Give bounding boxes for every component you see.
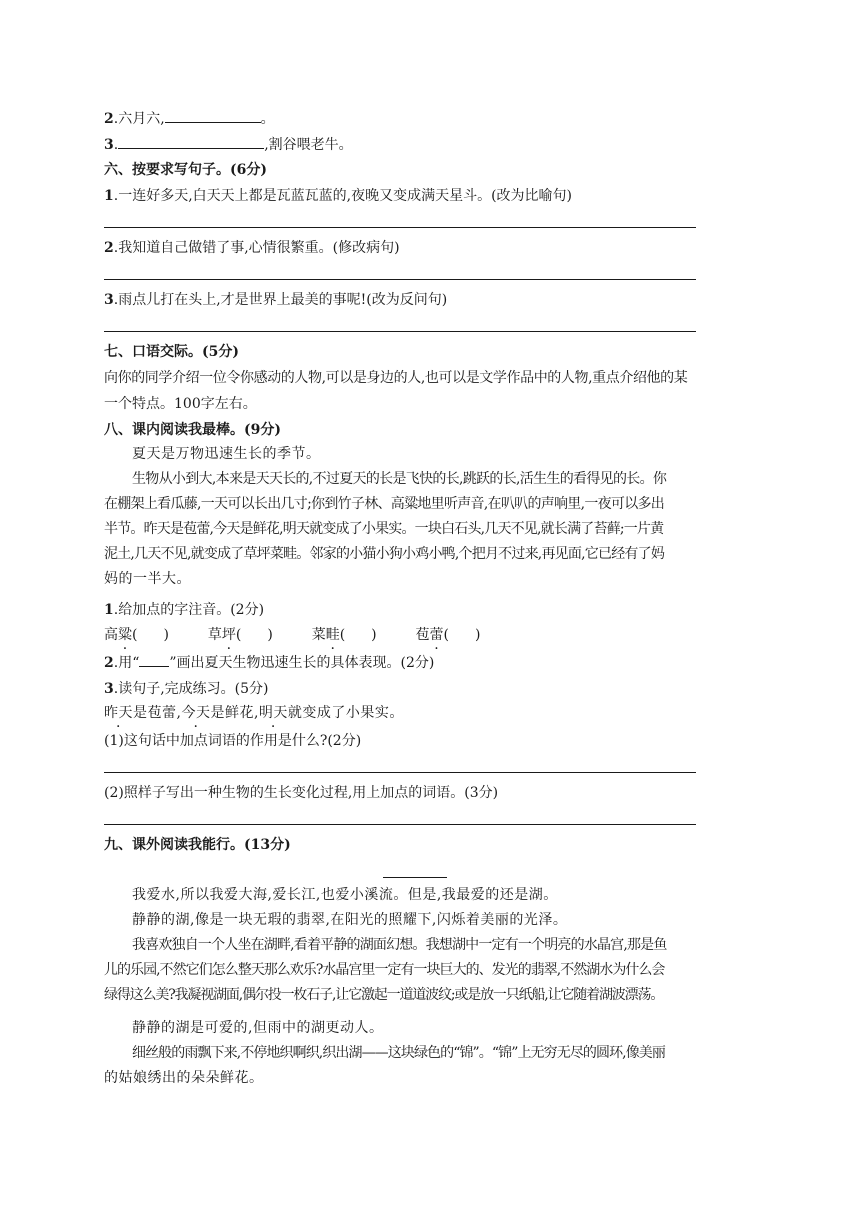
word-item: 草坪( ): [207, 627, 273, 643]
example-sentence: 昨天是苞蕾,今天是鲜花,明天就变成了小果实。: [104, 705, 404, 721]
section-9-heading: 九、课外阅读我能行。(13分): [104, 837, 291, 853]
word-item: 高粱( ): [104, 627, 169, 643]
word-item: 菜畦( ): [311, 627, 377, 643]
passage-line: 妈的一半大。: [104, 571, 191, 587]
prompt-text: 向你的同学介绍一位令你感动的人物,可以是身边的人,也可以是文学作品中的人物,重点介绍他的某: [104, 370, 688, 386]
dotted-word: 昨天: [104, 705, 133, 721]
dotted-word: 今天: [181, 705, 211, 721]
title-blank[interactable]: [383, 877, 447, 878]
question-item: 1.一连好多天,白天天上都是瓦蓝瓦蓝的,夜晚又变成满天星斗。(改为比喻句): [104, 188, 573, 204]
fill-item-2: 2.六月六, 。: [104, 108, 275, 129]
passage-line: 生物从小到大,本来是天天长的,不过夏天的长是飞快的长,跳跃的长,活生生的看得见的长。你: [132, 471, 667, 487]
prompt-text: 一个特点。100字左右。: [104, 396, 257, 412]
passage-line: 我喜欢独自一个人坐在湖畔,看着平静的湖面幻想。我想湖中一定有一个明亮的水晶宫,那是鱼: [132, 937, 667, 953]
word-item: 苞蕾( ): [415, 627, 481, 643]
passage-line: 静静的湖是可爱的,但雨中的湖更动人。: [132, 1020, 384, 1036]
section-8-heading: 八、课内阅读我最棒。(9分): [104, 422, 281, 438]
answer-line[interactable]: [104, 824, 696, 825]
question-item: 2.用“ ”画出夏天生物迅速生长的具体表现。(2分): [104, 655, 435, 671]
passage-line: 细丝般的雨飘下来,不停地织啊织,织出湖——这块绿色的“锦”。“锦”上无穷无尽的圆环,像美丽: [132, 1045, 665, 1061]
underline-sample: [139, 654, 169, 667]
section-6-heading: 六、按要求写句子。(6分): [104, 162, 267, 178]
fill-item-3: 3. ,割谷喂老牛。: [104, 134, 353, 155]
question-item: 3.读句子,完成练习。(5分): [104, 681, 269, 697]
passage-line: 泥土,几天不见,就变成了草坪菜畦。邻家的小猫小狗小鸡小鸭,个把月不过来,再见面,它已经有了妈: [104, 546, 665, 562]
passage-line: 静静的湖,像是一块无瑕的翡翠,在阳光的照耀下,闪烁着美丽的光泽。: [132, 912, 568, 928]
answer-blank[interactable]: [118, 134, 264, 149]
section-7-heading: 七、口语交际。(5分): [104, 344, 239, 360]
answer-line[interactable]: [104, 772, 696, 773]
answer-blank[interactable]: [165, 108, 261, 123]
sub-question: (1)这句话中加点词语的作用是什么?(2分): [104, 733, 362, 749]
question-item: 1.给加点的字注音。(2分): [104, 602, 265, 618]
pinyin-row: [104, 625, 480, 645]
sub-question: (2)照样子写出一种生物的生长变化过程,用上加点的词语。(3分): [104, 785, 499, 801]
dotted-word: 明天: [258, 705, 288, 721]
passage-line: 我爱水,所以我爱大海,爱长江,也爱小溪流。但是,我最爱的还是湖。: [132, 887, 558, 903]
passage-line: 儿的乐园,不然它们怎么整天那么欢乐?水晶宫里一定有一块巨大的、发光的翡翠,不然湖水为什么会: [104, 962, 665, 978]
question-item: 3.雨点儿打在头上,才是世界上最美的事呢!(改为反问句): [104, 292, 448, 308]
answer-line[interactable]: [104, 331, 696, 332]
answer-line[interactable]: [104, 279, 696, 280]
passage-line: 绿得这么美?我凝视湖面,偶尔投一枚石子,让它激起一道道波纹;或是放一只纸船,让它随着湖波漂荡。: [104, 987, 664, 1003]
passage-line: 的姑娘绣出的朵朵鲜花。: [104, 1070, 264, 1086]
passage-line: 夏天是万物迅速生长的季节。: [132, 446, 321, 462]
passage-line: 半节。昨天是苞蕾,今天是鲜花,明天就变成了小果实。一块白石头,几天不见,就长满了苔藓;一片黄: [104, 521, 664, 537]
answer-line[interactable]: [104, 227, 696, 228]
question-item: 2.我知道自己做错了事,心情很繁重。(修改病句): [104, 240, 400, 256]
passage-line: 在棚架上看瓜藤,一天可以长出几寸;你到竹子林、高粱地里听声音,在叭叭的声响里,一夜可以多出: [104, 496, 665, 512]
